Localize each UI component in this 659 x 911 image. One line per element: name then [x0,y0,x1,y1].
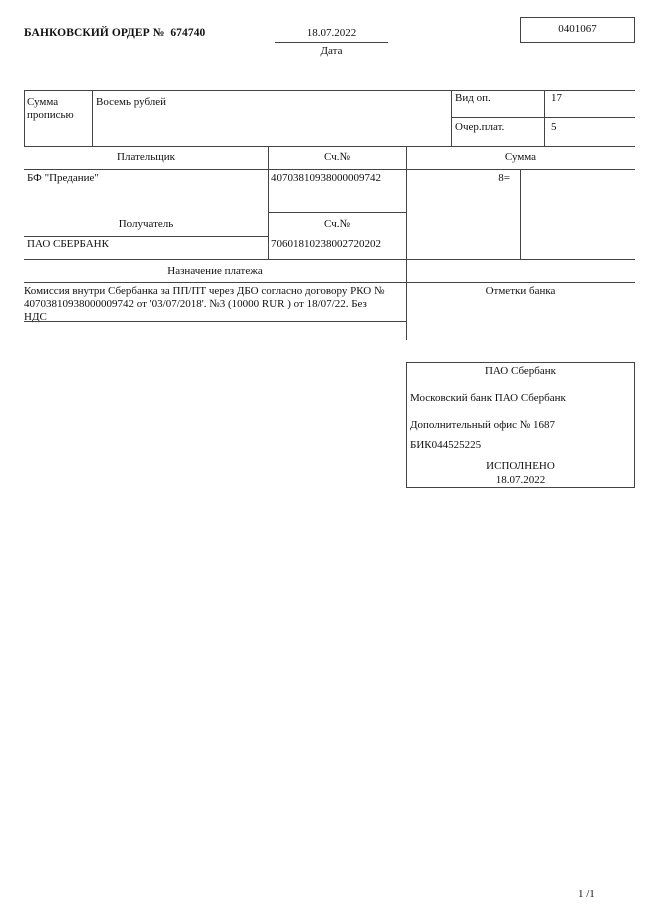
op-row-divider [451,117,635,118]
op-type-label: Вид оп. [455,92,491,104]
order-number: 674740 [170,27,206,39]
op-divider [544,90,545,146]
bank-stamp [406,362,635,488]
payer-account-header: Сч.№ [324,151,350,163]
priority-value: 5 [551,121,557,133]
payer-header-line [24,169,635,170]
form-code: 0401067 [558,23,597,35]
purpose-bottom-line [24,321,406,322]
amount-words-label: Сумма прописью [27,96,74,121]
title-prefix: БАНКОВСКИЙ ОРДЕР № [24,27,165,39]
form-code-box [520,17,635,43]
purpose-line-1: Комиссия внутри Сбербанка за ПП/ПТ через ДБО согласно договору РКО № [24,285,385,297]
recipient-account-header: Сч.№ [324,218,350,230]
stamp-date: 18.07.2022 [495,474,546,486]
page-number: 1 /1 [578,888,595,900]
op-type-value: 17 [551,92,562,104]
bank-marks-header: Отметки банка [485,285,556,297]
date-underline [275,42,388,43]
recipient-header: Получатель [118,218,174,230]
amount-left-border [24,90,25,146]
stamp-branch: Московский банк ПАО Сбербанк [410,392,566,404]
purpose-header-line [24,282,635,283]
stamp-bank: ПАО Сбербанк [484,365,557,377]
recipient-account: 70601810238002720202 [271,238,381,250]
recipient-bottom-line [24,259,635,260]
document-title [24,27,205,39]
sum-value: 8= [498,172,510,184]
amount-bottom-line [24,146,635,147]
priority-label: Очер.плат. [455,121,505,133]
sum-header: Сумма [504,151,537,163]
order-date: 18.07.2022 [306,27,357,39]
stamp-status: ИСПОЛНЕНО [486,460,555,472]
amount-words-value: Восемь рублей [96,96,167,108]
stamp-office: Дополнительный офис № 1687 [410,419,556,431]
sum-inner-divider [520,169,521,259]
recipient-header-line [24,236,268,237]
recipient-name: ПАО СБЕРБАНК [27,238,109,250]
purpose-text [24,285,406,324]
purpose-header: Назначение платежа [167,265,263,277]
payer-account: 40703810938000009742 [271,172,381,184]
payer-bottom-line [268,212,406,213]
payer-name: БФ "Предание" [27,172,99,184]
stamp-bik: БИК044525225 [410,439,482,451]
purpose-line-2: 40703810938000009742 от '03/07/2018'. №3 (10000 RUR ) от 18/07/22. Без [24,298,367,310]
amount-label-divider [92,90,93,146]
payer-header: Плательщик [117,151,175,163]
amount-value-divider [451,90,452,146]
purpose-line-3: НДС [24,311,47,323]
date-label: Дата [320,45,343,57]
